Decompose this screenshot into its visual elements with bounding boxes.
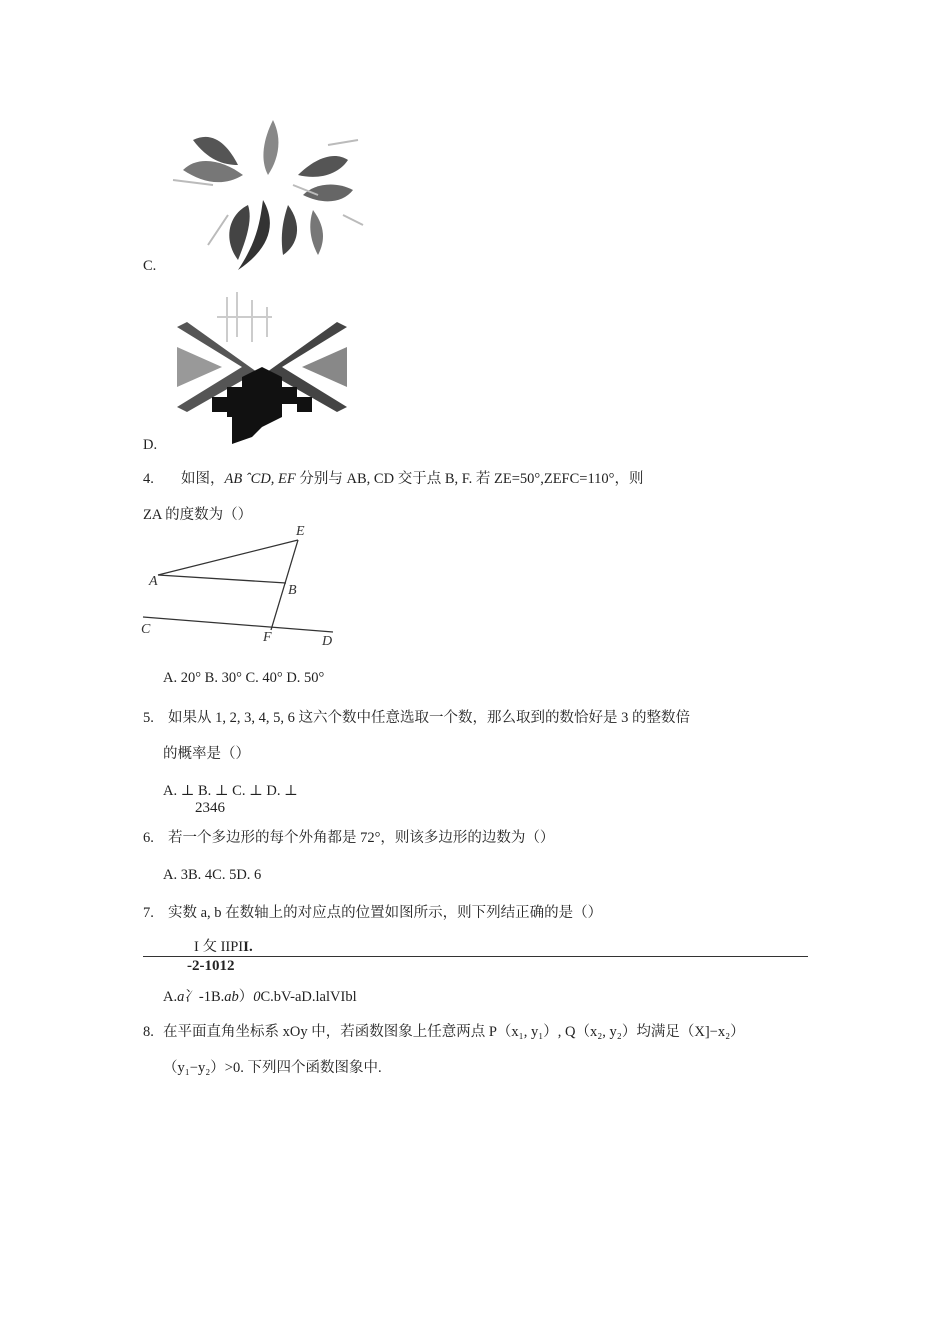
q5-line2: 的概率是（） bbox=[163, 746, 250, 762]
q4-line1 bbox=[181, 471, 643, 488]
q7-opt-d: C.bV-aD.lalVIbl bbox=[260, 989, 357, 1005]
q4-line2: ZA 的度数为（） bbox=[143, 507, 253, 523]
label-c: C bbox=[141, 622, 151, 637]
q4-number: 4. bbox=[143, 471, 154, 487]
q5-options: A. ⊥ B. ⊥ C. ⊥ D. ⊥ bbox=[163, 783, 298, 799]
q4-options: A. 20° B. 30° C. 40° D. 50° bbox=[163, 670, 325, 686]
q6-options: A. 3B. 4C. 5D. 6 bbox=[163, 867, 262, 883]
number-axis-line bbox=[143, 956, 808, 957]
number-axis-marks bbox=[194, 938, 253, 956]
q7-number: 7. bbox=[143, 905, 154, 921]
q4-line1-a: 如图， bbox=[181, 471, 225, 487]
q7-opt-a-var: a bbox=[177, 989, 185, 1005]
label-b: B bbox=[288, 583, 297, 598]
q7-opt-c: ） bbox=[238, 989, 254, 1005]
q7-opt-a: A. bbox=[163, 989, 178, 1005]
q8-number: 8. bbox=[143, 1024, 154, 1040]
q7-opt-b-var: ab bbox=[224, 989, 239, 1005]
axis-marks-bold: I. bbox=[243, 939, 253, 955]
label-a: A bbox=[149, 574, 158, 589]
q5-denominators: 2346 bbox=[195, 800, 225, 816]
q4-line1-italic: AB ˆCD, EF bbox=[224, 471, 296, 487]
q7-line1: 实数 a, b 在数轴上的对应点的位置如图所示，则下列结正确的是（） bbox=[168, 905, 603, 921]
option-c-label: C. bbox=[143, 258, 157, 274]
q4-line1-b: 分别与 AB, CD 交于点 B, F. 若 ZE=50°,ZEFC=110°，则 bbox=[299, 471, 644, 487]
q7-opt-b: 冫-1B. bbox=[184, 989, 225, 1005]
label-f: F bbox=[263, 630, 272, 645]
q7-options bbox=[163, 989, 357, 1006]
q6-line1: 若一个多边形的每个外角都是 72°，则该多边形的边数为（） bbox=[168, 830, 555, 846]
q6-number: 6. bbox=[143, 830, 154, 846]
q8-line1: 在平面直角坐标系 xOy 中，若函数图象上任意两点 P（x₁, y₁）, Q（x₂, y₂）均满足（X]−x₂） bbox=[163, 1024, 745, 1040]
label-e: E bbox=[296, 524, 305, 539]
figure-c-flower bbox=[168, 115, 368, 275]
label-d: D bbox=[322, 634, 333, 649]
option-d-label: D. bbox=[143, 437, 158, 453]
axis-marks-text: I 攵 IIPI bbox=[194, 939, 244, 955]
q7-opt-c-var: 0 bbox=[253, 989, 261, 1005]
figure-d-emblem bbox=[172, 292, 352, 444]
q5-line1: 如果从 1, 2, 3, 4, 5, 6 这六个数中任意选取一个数，那么取到的数恰好是 3 的整数倍 bbox=[168, 710, 690, 726]
q5-number: 5. bbox=[143, 710, 154, 726]
q4-geometry-figure bbox=[138, 520, 348, 655]
q8-line2: （y₁−y₂）>0. 下列四个函数图象中. bbox=[163, 1060, 382, 1076]
number-axis-ticks: -2-1012 bbox=[187, 958, 235, 974]
